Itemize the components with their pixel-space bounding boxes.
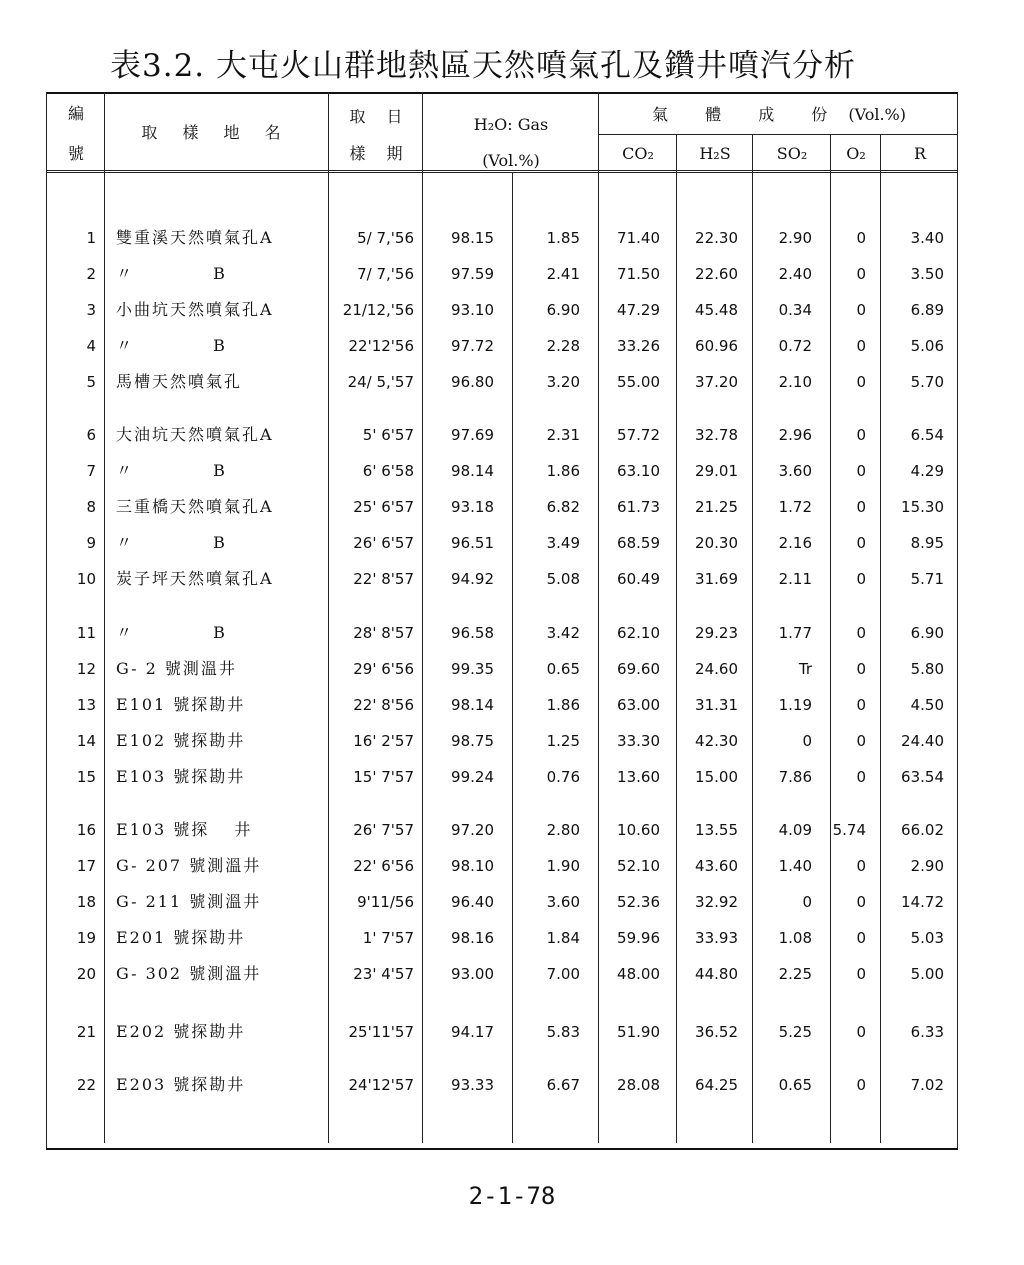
cell-h2s: 37.20 <box>695 373 738 391</box>
cell-h2s: 24.60 <box>695 660 738 678</box>
cell-gas: 6.82 <box>546 498 580 516</box>
cell-h2s: 60.96 <box>695 337 738 355</box>
cell-o2: 0 <box>856 624 866 642</box>
cell-r: 3.50 <box>910 265 944 283</box>
cell-o2: 0 <box>856 696 866 714</box>
cell-site: 大油坑天然噴氣孔A <box>116 425 274 444</box>
cell-gas: 5.83 <box>546 1023 580 1041</box>
cell-co2: 55.00 <box>617 373 660 391</box>
cell-o2: 0 <box>856 1076 866 1094</box>
gas-subheader-line <box>598 134 958 135</box>
cell-no: 12 <box>76 660 96 678</box>
cell-gas: 1.86 <box>546 696 580 714</box>
cell-co2: 52.10 <box>617 857 660 875</box>
cell-h2s: 32.78 <box>695 426 738 444</box>
cell-r: 24.40 <box>901 732 944 750</box>
cell-o2: 0 <box>856 965 866 983</box>
cell-h2o: 93.00 <box>451 965 494 983</box>
cell-site: E103 號探勘井 <box>116 767 246 786</box>
cell-gas: 6.67 <box>546 1076 580 1094</box>
cell-gas: 2.31 <box>546 426 580 444</box>
cell-so2: 2.16 <box>778 534 812 552</box>
cell-h2s: 22.60 <box>695 265 738 283</box>
cell-co2: 13.60 <box>617 768 660 786</box>
cell-date: 25' 6'57 <box>353 498 414 516</box>
cell-no: 14 <box>76 732 96 750</box>
cell-r: 6.33 <box>910 1023 944 1041</box>
header-o2: O₂ <box>846 144 866 163</box>
cell-gas: 1.85 <box>546 229 580 247</box>
cell-so2: 0 <box>802 893 812 911</box>
header-r: R <box>913 144 927 163</box>
cell-no: 2 <box>86 265 96 283</box>
cell-no: 7 <box>86 462 96 480</box>
cell-site: 〃 B <box>116 533 227 552</box>
cell-o2: 0 <box>856 929 866 947</box>
cell-gas: 7.00 <box>546 965 580 983</box>
cell-no: 13 <box>76 696 96 714</box>
cell-co2: 48.00 <box>617 965 660 983</box>
cell-site: 炭子坪天然噴氣孔A <box>116 569 274 588</box>
cell-h2o: 98.14 <box>451 696 494 714</box>
cell-r: 5.80 <box>910 660 944 678</box>
cell-co2: 59.96 <box>617 929 660 947</box>
cell-h2s: 29.23 <box>695 624 738 642</box>
col-divider-h2s <box>752 134 753 1143</box>
header-no-bottom: 號 <box>67 144 84 163</box>
cell-h2s: 32.92 <box>695 893 738 911</box>
cell-o2: 0 <box>856 373 866 391</box>
cell-so2: 1.72 <box>778 498 812 516</box>
cell-h2o: 97.59 <box>451 265 494 283</box>
cell-gas: 3.42 <box>546 624 580 642</box>
cell-gas: 2.41 <box>546 265 580 283</box>
cell-so2: 2.11 <box>778 570 812 588</box>
cell-so2: 2.40 <box>778 265 812 283</box>
analysis-table <box>46 92 958 1150</box>
cell-h2s: 13.55 <box>695 821 738 839</box>
cell-h2o: 96.58 <box>451 624 494 642</box>
cell-gas: 3.60 <box>546 893 580 911</box>
cell-o2: 0 <box>856 337 866 355</box>
cell-site: 〃 B <box>116 461 227 480</box>
cell-site: 〃 B <box>116 623 227 642</box>
cell-h2o: 97.20 <box>451 821 494 839</box>
cell-o2: 0 <box>856 534 866 552</box>
page-title: 表3.2. 大屯火山群地熱區天然噴氣孔及鑽井噴汽分析 <box>110 48 857 84</box>
cell-gas: 5.08 <box>546 570 580 588</box>
cell-co2: 60.49 <box>617 570 660 588</box>
cell-site: 〃 B <box>116 336 227 355</box>
cell-site: E103 號探 井 <box>116 820 253 839</box>
cell-co2: 28.08 <box>617 1076 660 1094</box>
cell-o2: 0 <box>856 1023 866 1041</box>
cell-no: 8 <box>86 498 96 516</box>
cell-date: 22' 6'56 <box>353 857 414 875</box>
cell-so2: 0.34 <box>778 301 812 319</box>
cell-date: 29' 6'56 <box>353 660 414 678</box>
cell-h2s: 20.30 <box>695 534 738 552</box>
header-date-bottom: 樣 期 <box>349 144 403 163</box>
cell-h2o: 94.17 <box>451 1023 494 1041</box>
cell-site: G- 302 號測溫井 <box>116 964 262 983</box>
cell-date: 25'11'57 <box>348 1023 414 1041</box>
header-date-top: 取 日 <box>349 107 403 126</box>
cell-h2o: 94.92 <box>451 570 494 588</box>
cell-h2s: 31.31 <box>695 696 738 714</box>
cell-h2s: 22.30 <box>695 229 738 247</box>
cell-o2: 0 <box>856 301 866 319</box>
col-divider-date <box>422 92 423 1143</box>
cell-date: 26' 6'57 <box>353 534 414 552</box>
cell-no: 9 <box>86 534 96 552</box>
cell-site: E101 號探勘井 <box>116 695 246 714</box>
cell-no: 11 <box>76 624 96 642</box>
cell-site: 三重橋天然噴氣孔A <box>116 497 274 516</box>
cell-h2s: 45.48 <box>695 301 738 319</box>
cell-date: 28' 8'57 <box>353 624 414 642</box>
cell-h2o: 96.80 <box>451 373 494 391</box>
page-number: 2-1-78 <box>468 1182 556 1210</box>
cell-site: 馬槽天然噴氣孔 <box>116 372 243 391</box>
cell-r: 14.72 <box>901 893 944 911</box>
cell-gas: 1.25 <box>546 732 580 750</box>
header-bottom-line <box>46 170 958 173</box>
cell-so2: 0.72 <box>778 337 812 355</box>
cell-h2o: 98.75 <box>451 732 494 750</box>
cell-r: 5.03 <box>910 929 944 947</box>
cell-so2: Tr <box>798 660 812 678</box>
cell-r: 5.70 <box>910 373 944 391</box>
cell-no: 20 <box>76 965 96 983</box>
cell-so2: 2.90 <box>778 229 812 247</box>
cell-o2: 0 <box>856 893 866 911</box>
cell-gas: 2.80 <box>546 821 580 839</box>
cell-r: 5.00 <box>910 965 944 983</box>
cell-co2: 71.50 <box>617 265 660 283</box>
cell-o2: 0 <box>856 498 866 516</box>
cell-no: 17 <box>76 857 96 875</box>
cell-gas: 0.76 <box>546 768 580 786</box>
header-h2s: H₂S <box>699 144 731 163</box>
cell-h2s: 33.93 <box>695 929 738 947</box>
col-divider-gas <box>598 92 599 1143</box>
cell-co2: 33.26 <box>617 337 660 355</box>
cell-o2: 0 <box>856 229 866 247</box>
cell-h2o: 93.33 <box>451 1076 494 1094</box>
cell-so2: 1.77 <box>778 624 812 642</box>
cell-gas: 1.90 <box>546 857 580 875</box>
cell-co2: 71.40 <box>617 229 660 247</box>
cell-co2: 68.59 <box>617 534 660 552</box>
cell-r: 8.95 <box>910 534 944 552</box>
cell-site: E201 號探勘井 <box>116 928 246 947</box>
cell-date: 22' 8'56 <box>353 696 414 714</box>
cell-h2o: 97.69 <box>451 426 494 444</box>
cell-date: 5' 6'57 <box>362 426 414 444</box>
cell-r: 5.71 <box>910 570 944 588</box>
col-divider-site <box>328 92 329 1143</box>
cell-h2o: 96.51 <box>451 534 494 552</box>
cell-h2o: 98.15 <box>451 229 494 247</box>
cell-h2o: 93.18 <box>451 498 494 516</box>
header-h2o-gas: H₂O: Gas <box>473 115 549 134</box>
cell-date: 1' 7'57 <box>362 929 414 947</box>
cell-h2o: 99.24 <box>451 768 494 786</box>
cell-h2s: 64.25 <box>695 1076 738 1094</box>
col-divider-o2 <box>880 134 881 1143</box>
cell-date: 24'12'57 <box>348 1076 414 1094</box>
cell-h2o: 93.10 <box>451 301 494 319</box>
cell-so2: 1.08 <box>778 929 812 947</box>
cell-co2: 62.10 <box>617 624 660 642</box>
cell-r: 5.06 <box>910 337 944 355</box>
cell-no: 3 <box>86 301 96 319</box>
cell-o2: 0 <box>856 265 866 283</box>
cell-so2: 2.96 <box>778 426 812 444</box>
cell-date: 6' 6'58 <box>362 462 414 480</box>
cell-date: 5/ 7,'56 <box>357 229 414 247</box>
cell-h2o: 96.40 <box>451 893 494 911</box>
cell-h2o: 98.10 <box>451 857 494 875</box>
col-divider-no <box>104 92 105 1143</box>
cell-h2s: 44.80 <box>695 965 738 983</box>
cell-r: 4.29 <box>910 462 944 480</box>
cell-r: 6.54 <box>910 426 944 444</box>
cell-h2s: 36.52 <box>695 1023 738 1041</box>
cell-date: 22'12'56 <box>348 337 414 355</box>
header-so2: SO₂ <box>776 144 808 163</box>
cell-gas: 3.20 <box>546 373 580 391</box>
cell-o2: 0 <box>856 768 866 786</box>
col-divider-co2 <box>676 134 677 1143</box>
cell-r: 15.30 <box>901 498 944 516</box>
cell-site: G- 211 號測溫井 <box>116 892 262 911</box>
cell-gas: 3.49 <box>546 534 580 552</box>
cell-no: 15 <box>76 768 96 786</box>
cell-site: E203 號探勘井 <box>116 1075 246 1094</box>
cell-r: 2.90 <box>910 857 944 875</box>
cell-o2: 0 <box>856 462 866 480</box>
cell-so2: 1.40 <box>778 857 812 875</box>
cell-site: 雙重溪天然噴氣孔A <box>116 228 274 247</box>
cell-co2: 63.10 <box>617 462 660 480</box>
cell-r: 4.50 <box>910 696 944 714</box>
cell-o2: 0 <box>856 426 866 444</box>
cell-co2: 33.30 <box>617 732 660 750</box>
cell-so2: 7.86 <box>778 768 812 786</box>
cell-no: 10 <box>76 570 96 588</box>
cell-no: 4 <box>86 337 96 355</box>
header-site: 取 樣 地 名 <box>141 123 291 142</box>
col-divider-h2o <box>512 172 513 1143</box>
cell-co2: 61.73 <box>617 498 660 516</box>
cell-gas: 6.90 <box>546 301 580 319</box>
cell-h2o: 98.16 <box>451 929 494 947</box>
cell-date: 21/12,'56 <box>342 301 414 319</box>
cell-o2: 0 <box>856 660 866 678</box>
cell-r: 63.54 <box>901 768 944 786</box>
cell-r: 7.02 <box>910 1076 944 1094</box>
cell-date: 24/ 5,'57 <box>347 373 414 391</box>
cell-no: 1 <box>86 229 96 247</box>
cell-co2: 57.72 <box>617 426 660 444</box>
cell-no: 18 <box>76 893 96 911</box>
cell-no: 5 <box>86 373 96 391</box>
cell-no: 16 <box>76 821 96 839</box>
cell-so2: 4.09 <box>778 821 812 839</box>
cell-site: 小曲坑天然噴氣孔A <box>116 300 274 319</box>
cell-co2: 52.36 <box>617 893 660 911</box>
cell-co2: 47.29 <box>617 301 660 319</box>
cell-h2s: 43.60 <box>695 857 738 875</box>
cell-co2: 69.60 <box>617 660 660 678</box>
cell-date: 22' 8'57 <box>353 570 414 588</box>
cell-r: 3.40 <box>910 229 944 247</box>
cell-site: 〃 B <box>116 264 227 283</box>
cell-co2: 63.00 <box>617 696 660 714</box>
cell-o2: 0 <box>856 570 866 588</box>
cell-r: 6.90 <box>910 624 944 642</box>
col-divider-so2 <box>830 134 831 1143</box>
cell-co2: 51.90 <box>617 1023 660 1041</box>
cell-h2s: 31.69 <box>695 570 738 588</box>
cell-date: 23' 4'57 <box>353 965 414 983</box>
cell-h2s: 21.25 <box>695 498 738 516</box>
cell-site: E202 號探勘井 <box>116 1022 246 1041</box>
cell-date: 16' 2'57 <box>353 732 414 750</box>
cell-gas: 1.86 <box>546 462 580 480</box>
cell-h2o: 97.72 <box>451 337 494 355</box>
cell-o2: 0 <box>856 857 866 875</box>
cell-site: G- 207 號測溫井 <box>116 856 262 875</box>
cell-h2s: 15.00 <box>695 768 738 786</box>
cell-site: E102 號探勘井 <box>116 731 246 750</box>
header-gas-components: 氣 體 成 份 (Vol.%) <box>652 105 906 124</box>
cell-site: G- 2 號測溫井 <box>116 659 237 678</box>
cell-gas: 2.28 <box>546 337 580 355</box>
cell-date: 26' 7'57 <box>353 821 414 839</box>
cell-gas: 1.84 <box>546 929 580 947</box>
cell-no: 21 <box>76 1023 96 1041</box>
header-co2: CO₂ <box>622 144 654 163</box>
cell-so2: 0 <box>802 732 812 750</box>
cell-r: 6.89 <box>910 301 944 319</box>
cell-so2: 0.65 <box>778 1076 812 1094</box>
cell-h2o: 98.14 <box>451 462 494 480</box>
cell-co2: 10.60 <box>617 821 660 839</box>
cell-so2: 2.25 <box>778 965 812 983</box>
cell-no: 19 <box>76 929 96 947</box>
cell-h2s: 42.30 <box>695 732 738 750</box>
cell-r: 66.02 <box>901 821 944 839</box>
cell-so2: 1.19 <box>778 696 812 714</box>
cell-no: 6 <box>86 426 96 444</box>
cell-o2: 0 <box>856 732 866 750</box>
cell-date: 9'11/56 <box>357 893 414 911</box>
cell-h2o: 99.35 <box>451 660 494 678</box>
cell-so2: 3.60 <box>778 462 812 480</box>
header-vol: (Vol.%) <box>482 151 540 170</box>
cell-so2: 2.10 <box>778 373 812 391</box>
cell-o2: 5.74 <box>832 821 866 839</box>
cell-no: 22 <box>76 1076 96 1094</box>
cell-date: 7/ 7,'56 <box>357 265 414 283</box>
header-no-top: 編 <box>67 104 84 123</box>
cell-date: 15' 7'57 <box>353 768 414 786</box>
cell-h2s: 29.01 <box>695 462 738 480</box>
cell-gas: 0.65 <box>546 660 580 678</box>
cell-so2: 5.25 <box>778 1023 812 1041</box>
